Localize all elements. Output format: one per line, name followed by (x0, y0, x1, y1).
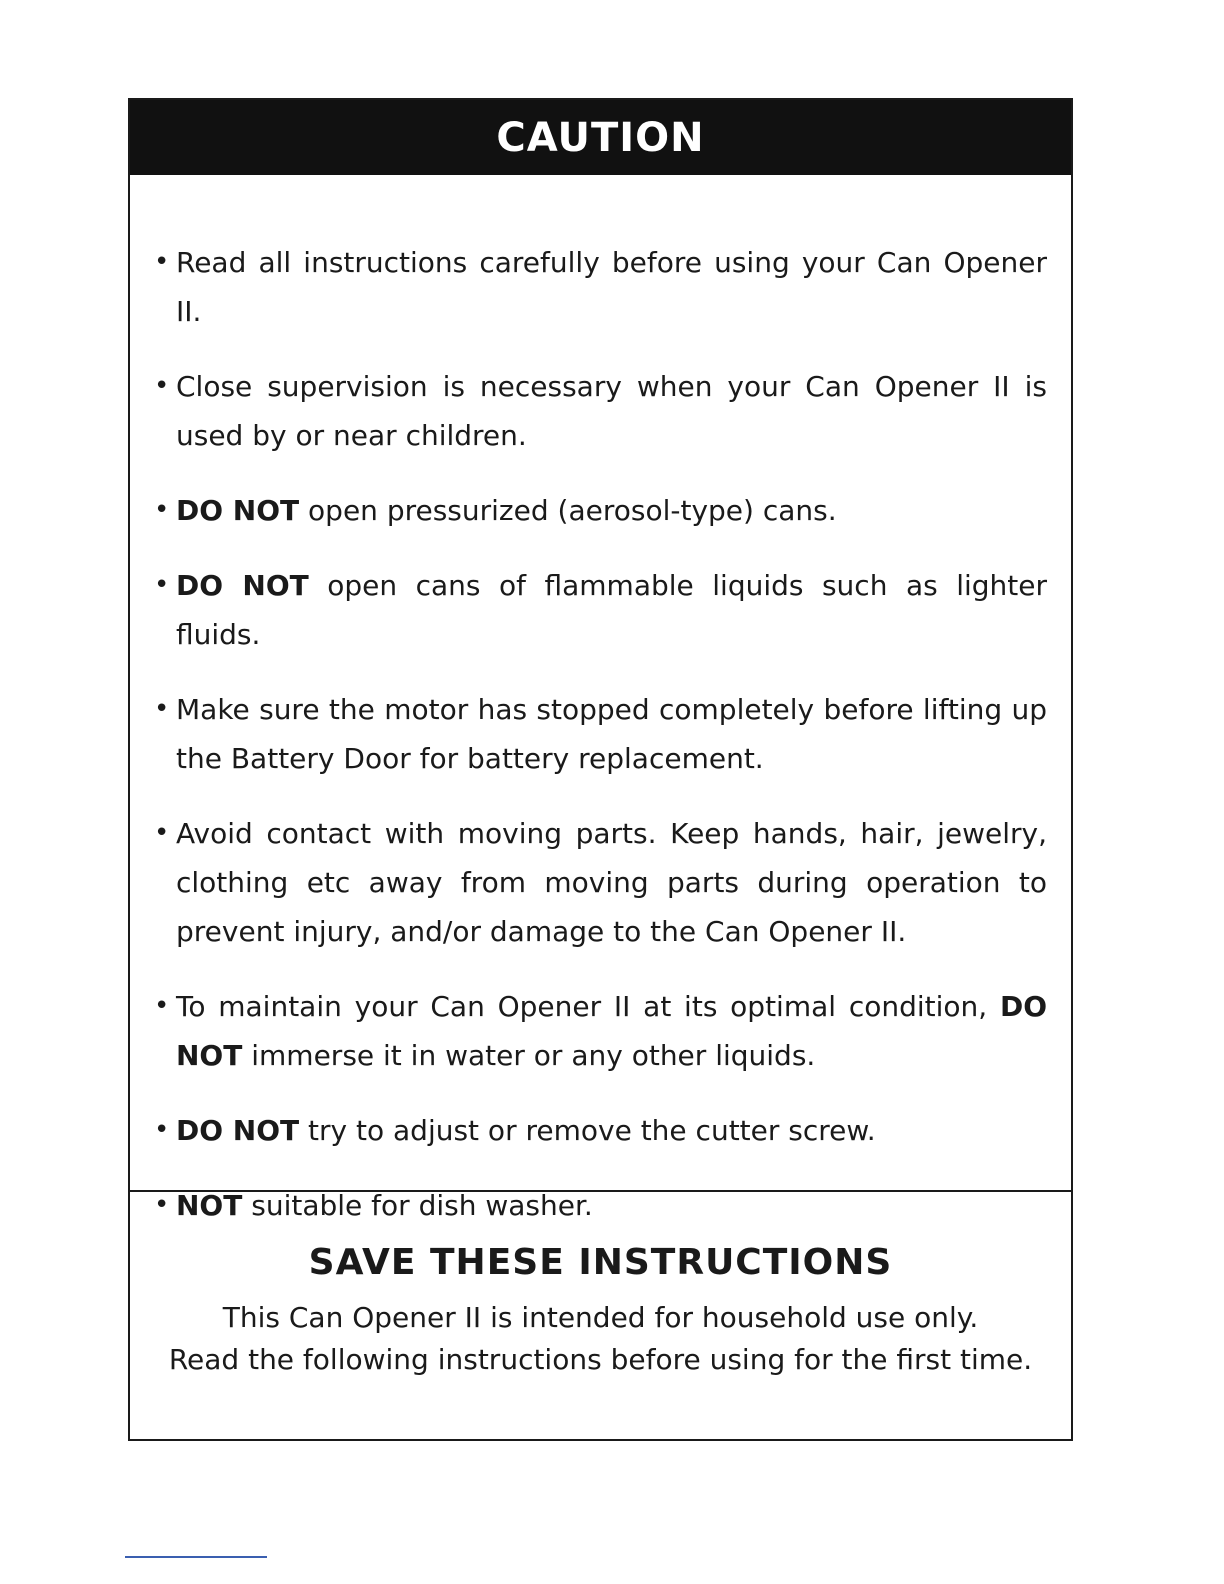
item-text: Make sure the motor has stopped completely before lifting up the Battery Door for battery replacement. (176, 693, 1047, 775)
bullet-icon: • (154, 247, 170, 277)
bullet-icon: • (154, 694, 170, 724)
save-line-first-time: Read the following instructions before using for the first time. (168, 1343, 1033, 1376)
item-text: Close supervision is necessary when your Can Opener II is used by or near children. (176, 370, 1047, 452)
caution-item (154, 1106, 1047, 1155)
caution-item (154, 1181, 1047, 1230)
item-emphasis: DO NOT (176, 990, 1047, 1072)
item-emphasis: DO NOT (176, 569, 309, 602)
caution-item (154, 362, 1047, 460)
bullet-icon: • (154, 1115, 170, 1145)
item-text: immerse it in water or any other liquids. (242, 1039, 816, 1072)
bullet-icon: • (154, 570, 170, 600)
bullet-icon: • (154, 991, 170, 1021)
bullet-icon: • (154, 818, 170, 848)
save-line-household: This Can Opener II is intended for household use only. (222, 1301, 979, 1334)
item-text: Read all instructions carefully before using your Can Opener II. (176, 246, 1047, 328)
item-text: suitable for dish washer. (242, 1189, 593, 1222)
caution-list (130, 175, 1071, 1230)
save-section (130, 1242, 1071, 1381)
caution-item (154, 238, 1047, 336)
item-emphasis: DO NOT (176, 494, 300, 527)
item-text: open cans of flammable liquids such as lighter fluids. (176, 569, 1047, 651)
item-text: try to adjust or remove the cutter screw. (299, 1114, 876, 1147)
caution-header (130, 100, 1071, 175)
bullet-icon: • (154, 371, 170, 401)
footer-rule (125, 1556, 267, 1558)
caution-item (154, 561, 1047, 659)
caution-item (154, 685, 1047, 783)
item-emphasis: DO NOT (176, 1114, 300, 1147)
item-text: open pressurized (aerosol-type) cans. (299, 494, 837, 527)
section-divider (130, 1190, 1071, 1192)
save-title: SAVE THESE INSTRUCTIONS (308, 1242, 893, 1283)
bullet-icon: • (154, 495, 170, 525)
bullet-icon: • (154, 1190, 170, 1220)
caution-item (154, 982, 1047, 1080)
item-lead-text: To maintain your Can Opener II at its optimal condition, (176, 990, 1000, 1023)
caution-box (128, 98, 1073, 1441)
caution-title: CAUTION (496, 114, 705, 161)
caution-item (154, 809, 1047, 956)
caution-item (154, 486, 1047, 535)
item-text: Avoid contact with moving parts. Keep hands, hair, jewelry, clothing etc away from moving parts during operation to prevent injury, and/or damage to the Can Opener II. (176, 817, 1047, 948)
item-emphasis: NOT (176, 1189, 243, 1222)
